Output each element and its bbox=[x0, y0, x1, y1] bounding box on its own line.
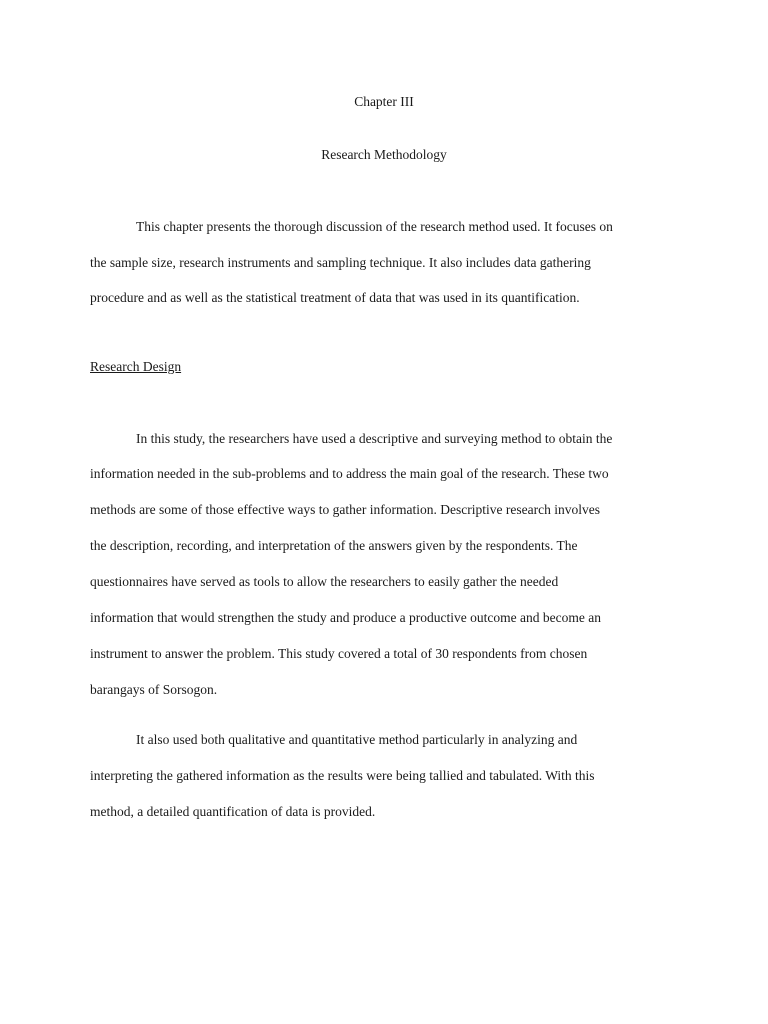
section-heading: Research Design bbox=[90, 359, 182, 374]
paragraph-line: procedure and as well as the statistical treatment of data that was used in its quantification. bbox=[90, 290, 580, 305]
paragraph-line: methods are some of those effective ways to gather information. Descriptive research involves bbox=[90, 502, 600, 517]
paragraph-line: instrument to answer the problem. This study covered a total of 30 respondents from chosen bbox=[90, 646, 588, 661]
page-title: Research Methodology bbox=[321, 147, 447, 162]
paragraph-line: barangays of Sorsogon. bbox=[90, 682, 218, 697]
paragraph-line: It also used both qualitative and quantitative method particularly in analyzing and bbox=[136, 732, 578, 747]
paragraph-line: information needed in the sub-problems and to address the main goal of the research. These two bbox=[90, 466, 609, 481]
paragraph-line: questionnaires have served as tools to allow the researchers to easily gather the needed bbox=[90, 574, 559, 589]
chapter-label: Chapter III bbox=[354, 94, 414, 109]
paragraph-line: the description, recording, and interpretation of the answers given by the respondents. The bbox=[90, 538, 578, 553]
paragraph-line: information that would strengthen the study and produce a productive outcome and become an bbox=[90, 610, 601, 625]
paragraph-line: interpreting the gathered information as the results were being tallied and tabulated. With this bbox=[90, 768, 595, 783]
paragraph-line: the sample size, research instruments and sampling technique. It also includes data gathering bbox=[90, 255, 591, 270]
paragraph-line: In this study, the researchers have used a descriptive and surveying method to obtain the bbox=[136, 431, 613, 446]
paragraph-line: This chapter presents the thorough discussion of the research method used. It focuses on bbox=[136, 219, 613, 234]
paragraph-line: method, a detailed quantification of data is provided. bbox=[90, 804, 376, 819]
